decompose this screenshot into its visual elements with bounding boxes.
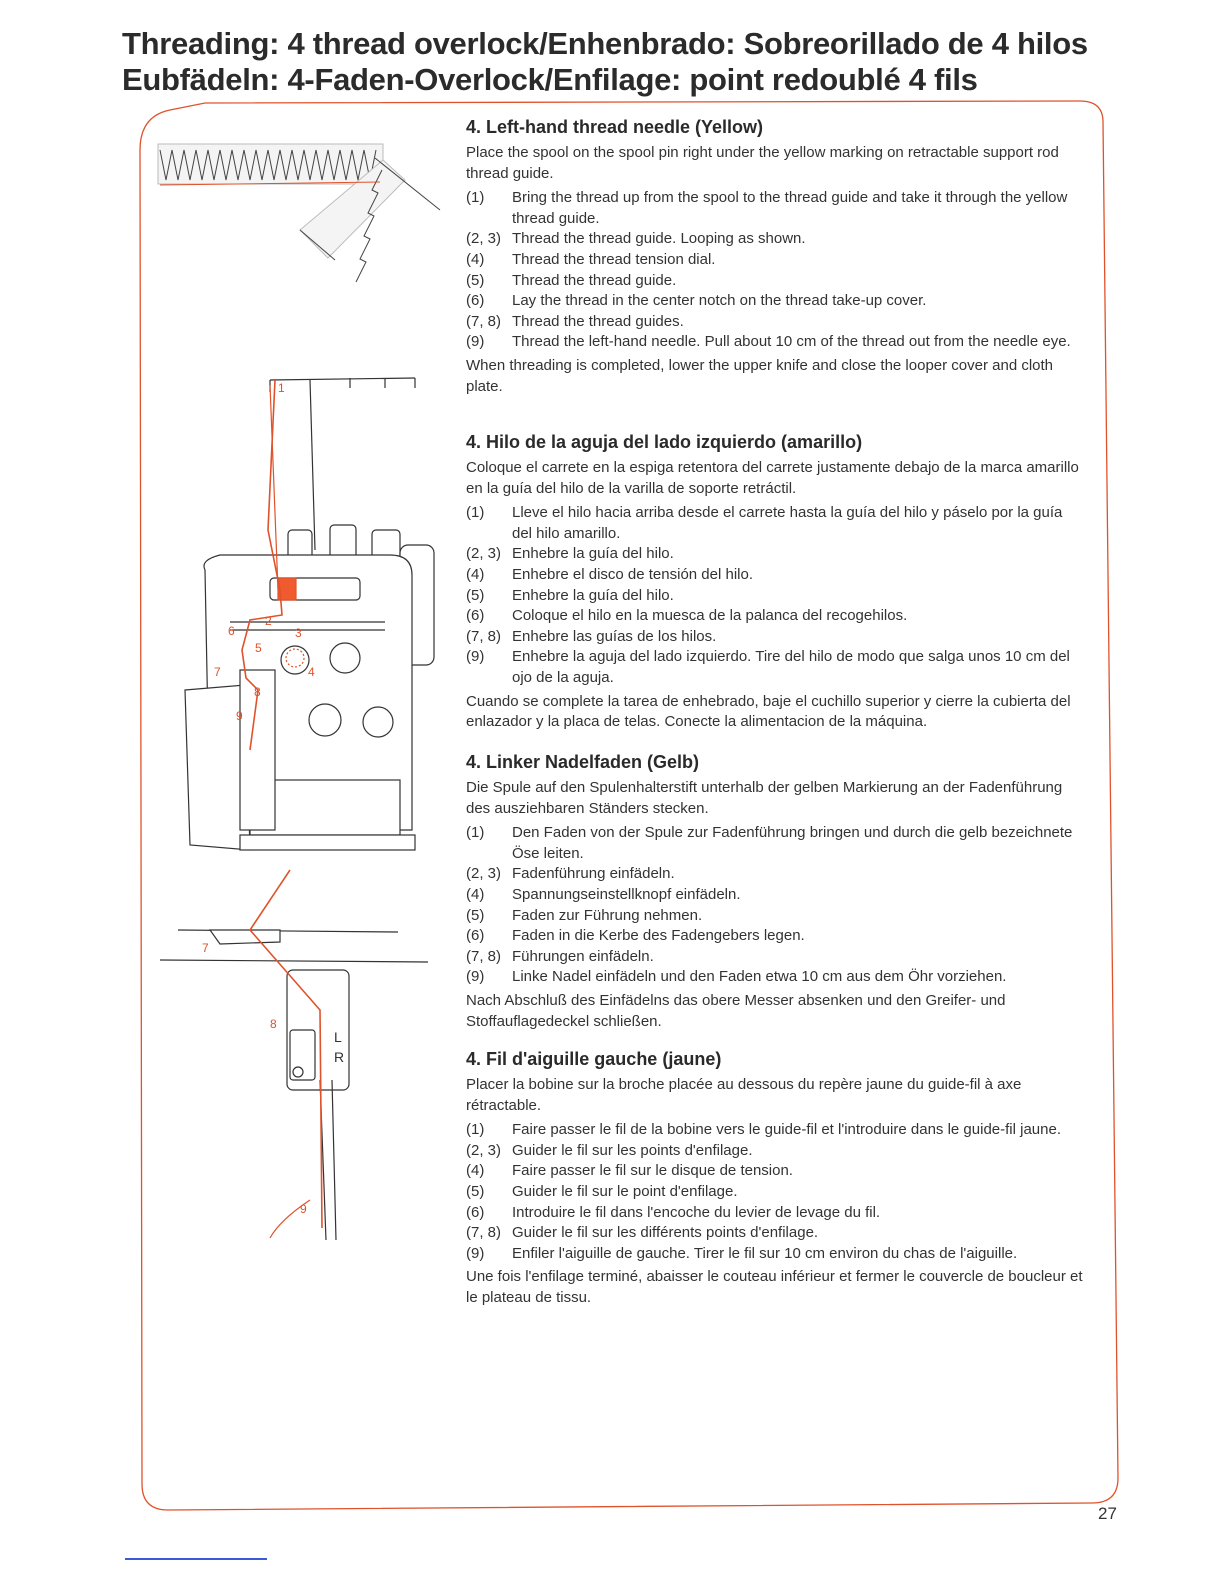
step-number: (6) (466, 292, 485, 310)
section-english (466, 115, 1086, 397)
step-list (466, 1120, 1086, 1264)
step-text: Den Faden von der Spule zur Fadenführung bringen und durch die gelb bezeichnete Öse leiten. (512, 824, 1073, 862)
step-item (466, 544, 1086, 565)
step-number: (1) (466, 189, 485, 207)
step-text: Enhebre las guías de los hilos. (512, 627, 717, 645)
step-number: (4) (466, 250, 485, 268)
step-item (466, 885, 1086, 906)
step-number: (9) (466, 648, 485, 666)
step-text: Enfiler l'aiguille de gauche. Tirer le fil sur 10 cm environ du chas de l'aiguille. (512, 1244, 1018, 1262)
section-intro: Die Spule auf den Spulenhalterstift unterhalb der gelben Markierung an der Fadenführung des ausziehbaren Ständers stecken. (466, 779, 1063, 817)
step-item (466, 864, 1086, 885)
step-item (466, 503, 1086, 544)
step-item (466, 1161, 1086, 1182)
step-item (466, 332, 1086, 353)
section-spanish (466, 430, 1086, 733)
step-text: Enhebre el disco de tensión del hilo. (512, 565, 753, 583)
step-text: Bring the thread up from the spool to the thread guide and take it through the yellow thread guide. (512, 189, 1068, 227)
needle-label-right: R (334, 1049, 345, 1065)
step-number: (5) (466, 1182, 485, 1200)
step-item (466, 1223, 1086, 1244)
section-intro: Place the spool on the spool pin right under the yellow marking on retractable support rod thread guide. (466, 144, 1059, 182)
stitch-sample (158, 144, 440, 282)
section-outro: Nach Abschluß des Einfädelns das obere Messer absenken und den Greifer- und Stoffauflagedeckel schließen. (466, 991, 1006, 1030)
step-text: Thread the thread guides. (512, 312, 684, 330)
step-number: (4) (466, 1162, 485, 1180)
step-text: Guider le fil sur les différents points d'enfilage. (512, 1224, 819, 1242)
step-text: Enhebre la guía del hilo. (512, 586, 674, 604)
step-text: Linke Nadel einfädeln und den Faden etwa 10 cm aus dem Öhr vorziehen. (512, 968, 1007, 986)
step-number: (2, 3) (466, 1141, 502, 1159)
step-number: (7, 8) (466, 947, 502, 965)
step-list (466, 503, 1086, 688)
step-number: (7, 8) (466, 1224, 502, 1242)
section-outro: Cuando se complete la tarea de enhebrado, baje el cuchillo superior y cierre la cubierta del enlazador y la placa de telas. Conecte la alimentacion de la máquina. (466, 692, 1071, 731)
needle-label-left: L (334, 1029, 342, 1045)
label-9-detail: 9 (300, 1202, 307, 1216)
step-item (466, 947, 1086, 968)
step-text: Thread the thread guide. Looping as shown. (512, 230, 806, 248)
step-text: Coloque el hilo en la muesca de la palanca del recogehilos. (512, 607, 908, 625)
step-text: Faden in die Kerbe des Fadengebers legen. (512, 927, 805, 945)
label-3: 3 (295, 626, 302, 640)
step-text: Thread the thread tension dial. (512, 250, 716, 268)
step-number: (9) (466, 1244, 485, 1262)
step-item (466, 1203, 1086, 1224)
step-number: (1) (466, 824, 485, 842)
step-number: (7, 8) (466, 312, 502, 330)
label-8: 8 (254, 685, 261, 699)
step-number: (1) (466, 1121, 485, 1139)
label-6: 6 (228, 624, 235, 638)
step-item (466, 188, 1086, 229)
section-german (466, 750, 1086, 1032)
label-7-detail: 7 (202, 941, 209, 955)
section-intro: Placer la bobine sur la broche placée au dessous du repère jaune du guide-fil à axe rétractable. (466, 1076, 1022, 1114)
step-text: Faire passer le fil sur le disque de tension. (512, 1162, 793, 1180)
step-text: Guider le fil sur le point d'enfilage. (512, 1182, 738, 1200)
threading-illustration (150, 130, 450, 1260)
step-number: (6) (466, 1203, 485, 1221)
footer-rule (125, 1558, 267, 1560)
step-item (466, 250, 1086, 271)
step-item (466, 229, 1086, 250)
section-heading: 4. Hilo de la aguja del lado izquierdo (amarillo) (466, 432, 863, 452)
step-number: (1) (466, 504, 485, 522)
step-list (466, 188, 1086, 353)
step-number: (5) (466, 271, 485, 289)
step-text: Lay the thread in the center notch on the thread take-up cover. (512, 292, 927, 310)
step-number: (2, 3) (466, 545, 502, 563)
step-item (466, 565, 1086, 586)
step-text: Spannungseinstellknopf einfädeln. (512, 885, 741, 903)
step-item (466, 606, 1086, 627)
label-8-detail: 8 (270, 1017, 277, 1031)
title-line-1: Threading: 4 thread overlock/Enhenbrado: Sobreorillado de 4 hilos (122, 26, 1088, 61)
step-list (466, 823, 1086, 988)
title-line-2: Eubfädeln: 4-Faden-Overlock/Enfilage: point redoublé 4 fils (122, 62, 978, 97)
step-text: Fadenführung einfädeln. (512, 865, 675, 883)
step-number: (9) (466, 333, 485, 351)
step-text: Introduire le fil dans l'encoche du levier de levage du fil. (512, 1203, 881, 1221)
step-number: (2, 3) (466, 230, 502, 248)
step-text: Enhebre la aguja del lado izquierdo. Tire del hilo de modo que salga unos 10 cm del ojo de la aguja. (512, 648, 1070, 686)
section-outro: When threading is completed, lower the upper knife and close the looper cover and cloth plate. (466, 356, 1054, 395)
step-text: Führungen einfädeln. (512, 947, 654, 965)
label-1: 1 (278, 381, 285, 395)
step-number: (6) (466, 927, 485, 945)
step-item (466, 1141, 1086, 1162)
label-7: 7 (214, 665, 221, 679)
label-2: 2 (265, 614, 272, 628)
step-number: (9) (466, 968, 485, 986)
step-text: Enhebre la guía del hilo. (512, 545, 674, 563)
page-number: 27 (1098, 1504, 1117, 1523)
label-9: 9 (236, 709, 243, 723)
step-number: (2, 3) (466, 865, 502, 883)
step-item (466, 1182, 1086, 1203)
step-number: (5) (466, 586, 485, 604)
label-4: 4 (308, 665, 315, 679)
step-number: (5) (466, 906, 485, 924)
step-item (466, 291, 1086, 312)
step-number: (6) (466, 607, 485, 625)
step-item (466, 586, 1086, 607)
step-item (466, 926, 1086, 947)
step-item (466, 312, 1086, 333)
section-outro: Une fois l'enfilage terminé, abaisser le couteau inférieur et fermer le couvercle de boucleur et le plateau de tissu. (466, 1268, 1083, 1306)
step-number: (4) (466, 565, 485, 583)
step-text: Guider le fil sur les points d'enfilage. (512, 1141, 753, 1159)
step-text: Lleve el hilo hacia arriba desde el carrete hasta la guía del hilo y páselo por la guía del hilo amarillo. (512, 504, 1063, 542)
section-intro: Coloque el carrete en la espiga retentora del carrete justamente debajo de la marca amarillo en la guía del hilo de la varilla de soporte retráctil. (466, 459, 1079, 497)
step-item (466, 271, 1086, 292)
step-text: Faire passer le fil de la bobine vers le guide-fil et l'introduire dans le guide-fil jaune. (512, 1121, 1062, 1139)
step-text: Faden zur Führung nehmen. (512, 906, 703, 924)
section-heading: 4. Left-hand thread needle (Yellow) (466, 117, 764, 137)
step-item (466, 906, 1086, 927)
step-text: Thread the thread guide. (512, 271, 677, 289)
step-item (466, 823, 1086, 864)
section-heading: 4. Linker Nadelfaden (Gelb) (466, 752, 700, 772)
step-item (466, 647, 1086, 688)
step-item (466, 1120, 1086, 1141)
section-french (466, 1047, 1086, 1309)
overlock-machine (185, 378, 434, 850)
step-item (466, 1244, 1086, 1265)
step-number: (7, 8) (466, 627, 502, 645)
step-text: Thread the left-hand needle. Pull about 10 cm of the thread out from the needle eye. (512, 333, 1071, 351)
needle-detail (160, 870, 428, 1240)
step-number: (4) (466, 885, 485, 903)
step-item (466, 627, 1086, 648)
section-heading: 4. Fil d'aiguille gauche (jaune) (466, 1049, 722, 1069)
label-5: 5 (255, 641, 262, 655)
step-item (466, 967, 1086, 988)
